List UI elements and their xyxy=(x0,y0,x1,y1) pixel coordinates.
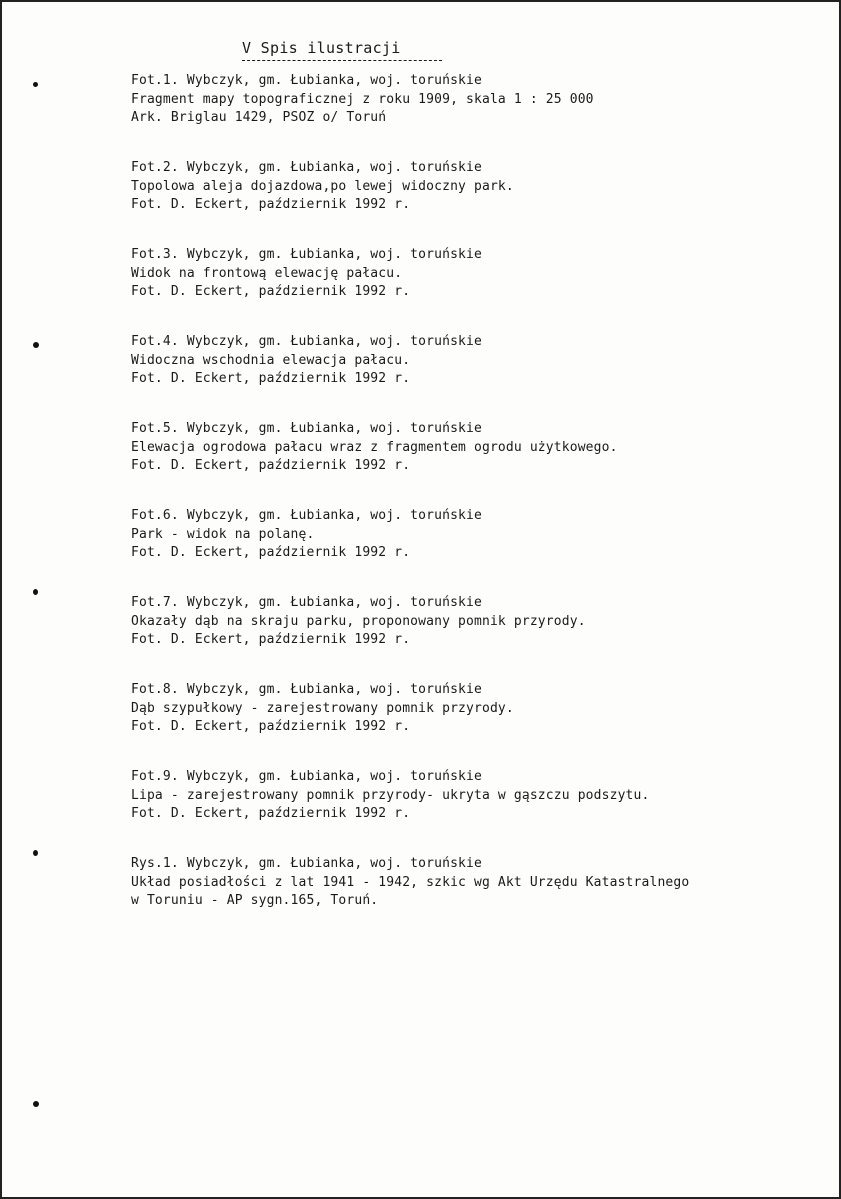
entry-heading: Rys.1. Wybczyk, gm. Łubianka, woj. toruńskie xyxy=(131,856,482,871)
scan-mark xyxy=(33,1101,39,1107)
illustration-entry xyxy=(131,507,811,563)
entry-description: Fragment mapy topograficznej z roku 1909, skala 1 : 25 000 xyxy=(131,91,594,107)
entry-heading: Fot.4. Wybczyk, gm. Łubianka, woj. toruńskie xyxy=(131,334,482,349)
entry-credit: Fot. D. Eckert, październik 1992 r. xyxy=(131,719,411,734)
entry-heading: Fot.1. Wybczyk, gm. Łubianka, woj. toruńskie xyxy=(131,73,482,88)
illustration-entry xyxy=(131,768,811,824)
illustration-list xyxy=(131,72,811,942)
entry-description: Elewacja ogrodowa pałacu wraz z fragmentem ogrodu użytkowego. xyxy=(131,439,618,455)
entry-credit: w Toruniu - AP sygn.165, Toruń. xyxy=(131,893,379,908)
entry-credit: Fot. D. Eckert, październik 1992 r. xyxy=(131,458,411,473)
entry-credit: Fot. D. Eckert, październik 1992 r. xyxy=(131,197,411,212)
entry-heading: Fot.9. Wybczyk, gm. Łubianka, woj. toruńskie xyxy=(131,769,482,784)
entry-credit: Ark. Briglau 1429, PSOZ o/ Toruń xyxy=(131,110,387,125)
illustration-entry xyxy=(131,420,811,476)
illustration-entry xyxy=(131,681,811,737)
entry-description: Okazały dąb na skraju parku, proponowany pomnik przyrody. xyxy=(131,613,586,629)
entry-heading: Fot.6. Wybczyk, gm. Łubianka, woj. toruńskie xyxy=(131,508,482,523)
illustration-entry xyxy=(131,333,811,389)
scan-mark xyxy=(33,589,38,595)
entry-heading: Fot.5. Wybczyk, gm. Łubianka, woj. toruńskie xyxy=(131,421,482,436)
illustration-entry xyxy=(131,72,811,128)
scan-mark xyxy=(33,342,39,348)
entry-heading: Fot.2. Wybczyk, gm. Łubianka, woj. toruńskie xyxy=(131,160,482,175)
illustration-entry xyxy=(131,594,811,650)
entry-heading: Fot.3. Wybczyk, gm. Łubianka, woj. toruńskie xyxy=(131,247,482,262)
illustration-entry xyxy=(131,855,811,911)
page-title: V Spis ilustracji xyxy=(242,39,401,57)
title-dashed-underline xyxy=(242,60,442,61)
entry-heading: Fot.8. Wybczyk, gm. Łubianka, woj. toruńskie xyxy=(131,682,482,697)
scan-mark xyxy=(33,850,38,856)
entry-description: Widok na frontową elewację pałacu. xyxy=(131,265,403,281)
entry-credit: Fot. D. Eckert, październik 1992 r. xyxy=(131,284,411,299)
entry-description: Topolowa aleja dojazdowa,po lewej widoczny park. xyxy=(131,178,514,194)
illustration-entry xyxy=(131,159,811,215)
scan-mark xyxy=(33,82,38,87)
entry-credit: Fot. D. Eckert, październik 1992 r. xyxy=(131,545,411,560)
entry-description: Park - widok na polanę. xyxy=(131,526,315,542)
entry-description: Lipa - zarejestrowany pomnik przyrody- ukryta w gąszczu podszytu. xyxy=(131,787,650,803)
entry-credit: Fot. D. Eckert, październik 1992 r. xyxy=(131,632,411,647)
illustration-entry xyxy=(131,246,811,302)
entry-description: Układ posiadłości z lat 1941 - 1942, szkic wg Akt Urzędu Katastralnego xyxy=(131,874,690,890)
entry-credit: Fot. D. Eckert, październik 1992 r. xyxy=(131,806,411,821)
entry-credit: Fot. D. Eckert, październik 1992 r. xyxy=(131,371,411,386)
entry-description: Widoczna wschodnia elewacja pałacu. xyxy=(131,352,411,368)
entry-heading: Fot.7. Wybczyk, gm. Łubianka, woj. toruńskie xyxy=(131,595,482,610)
entry-description: Dąb szypułkowy - zarejestrowany pomnik przyrody. xyxy=(131,700,514,716)
